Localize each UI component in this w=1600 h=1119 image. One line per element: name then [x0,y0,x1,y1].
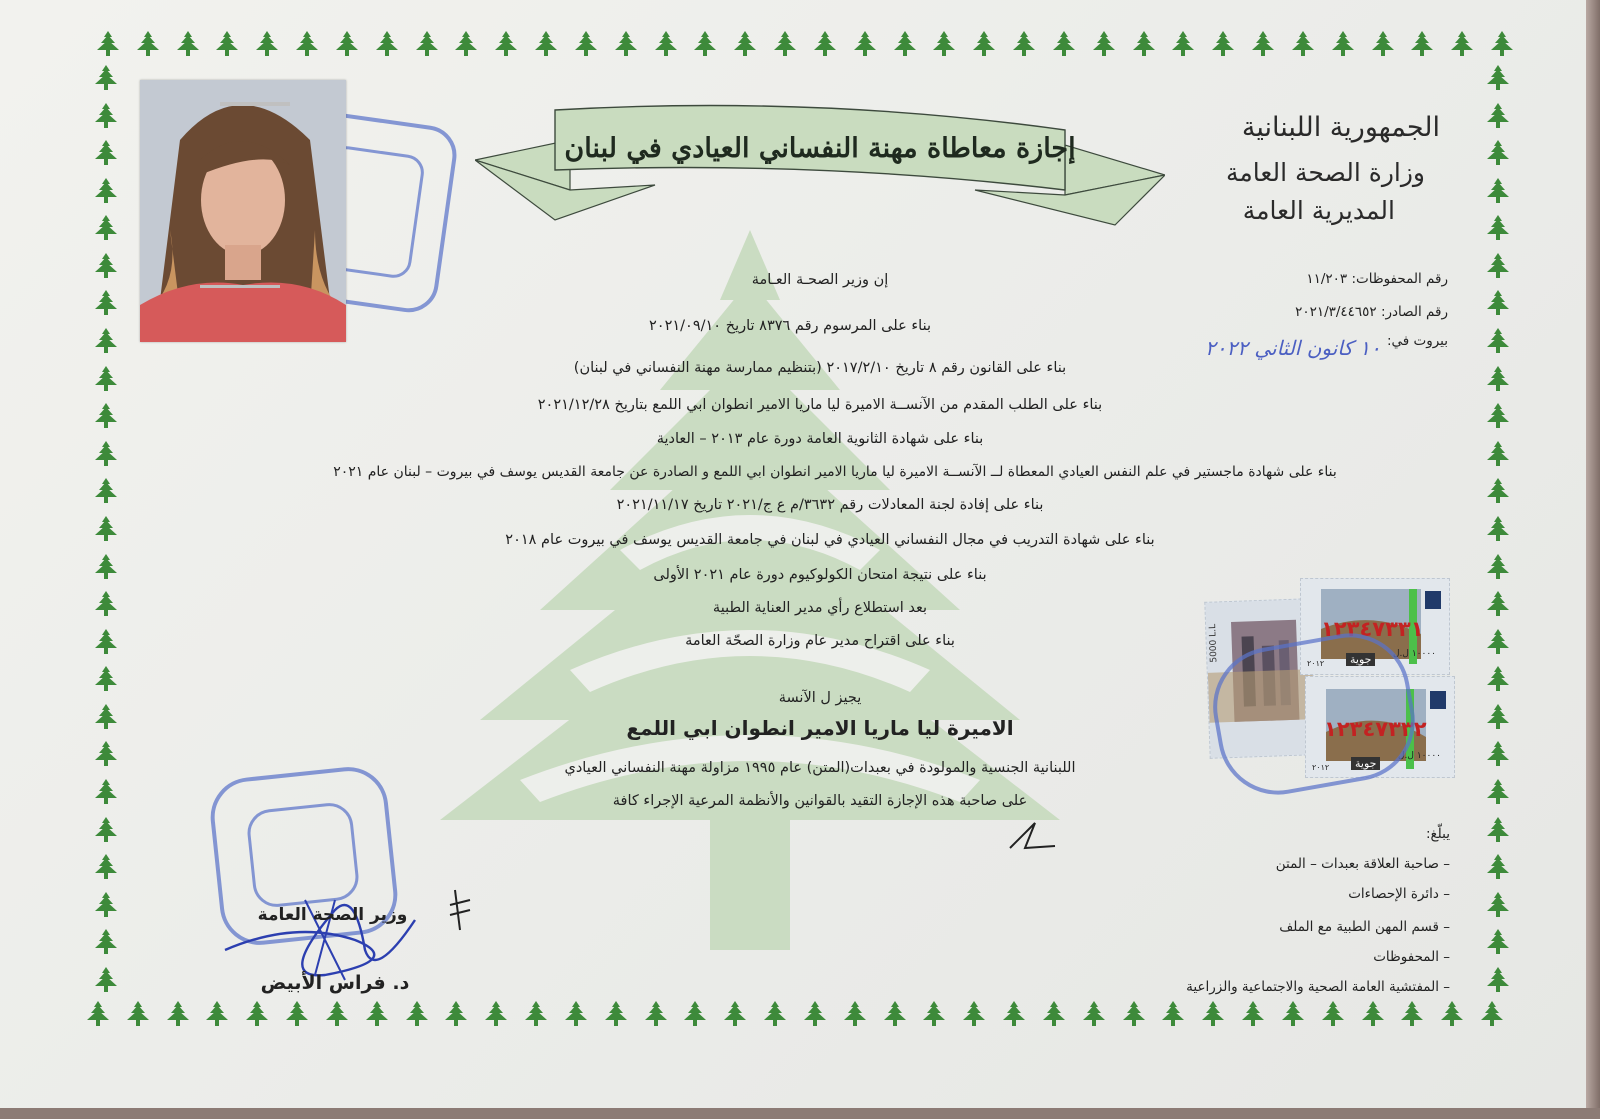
cedar-border-icon [1485,553,1511,581]
cedar-border-icon [1485,891,1511,919]
obligation-line: على صاحبة هذه الإجازة التقيد بالقوانين والأنظمة المرعية الإجراء كافة [612,793,1028,809]
cedar-border-icon [1250,30,1276,58]
cedar-border-icon [93,665,119,693]
distribution-item: – دائرة الإحصاءات [1348,886,1450,902]
header-republic: الجمهورية اللبنانية [1241,112,1440,143]
recital-8: بناء على نتيجة امتحان الكولوكيوم دورة عام ٢٠٢١ الأولى [653,567,987,583]
cedar-border-icon [93,64,119,92]
stamp-label-2: جوية [1351,757,1380,770]
cedar-border-icon [772,30,798,58]
cedar-border-icon [364,1000,390,1028]
cedar-border-icon [244,1000,270,1028]
cedar-border-icon [125,1000,151,1028]
recital-6: بناء على إفادة لجنة المعادلات رقم ٣٦٣٢/م ع ج/٢٠٢١ تاريخ ٢٠٢١/١١/١٧ [616,497,1044,513]
cedar-border-icon [1360,1000,1386,1028]
cedar-border-icon [1399,1000,1425,1028]
cedar-border-icon [414,30,440,58]
minister-heading: إن وزير الصحـة العـامة [751,272,889,288]
cedar-border-icon [1485,665,1511,693]
cedar-border-icon [1449,30,1475,58]
archive-number: رقم المحفوظات: ١١/٢٠٣ [1306,271,1448,287]
certificate-title: إجازة معاطاة مهنة النفساني العيادي في لبنان [564,132,1076,164]
cedar-border-icon [1485,289,1511,317]
cedar-border-icon [1485,365,1511,393]
cedar-border-icon [1485,252,1511,280]
header-ministry: وزارة الصحة العامة [1226,158,1425,187]
border-left [93,64,119,994]
cedar-border-icon [93,778,119,806]
cedar-border-icon [682,1000,708,1028]
cedar-border-icon [93,214,119,242]
cedar-border-icon [892,30,918,58]
cedar-border-icon [93,590,119,618]
cedar-border-icon [921,1000,947,1028]
stamp-number-1: ١٢٣٤٧٣٣١ [1321,617,1424,641]
cedar-border-icon [1485,177,1511,205]
signatory-name: د. فراس الأبيض [260,972,410,994]
cedar-border-icon [1330,30,1356,58]
permits-label: يجيز ل الآنسة [778,690,862,706]
cedar-border-icon [1485,928,1511,956]
cedar-border-icon [1485,139,1511,167]
cedar-border-icon [722,1000,748,1028]
cedar-border-icon [1485,740,1511,768]
holder-details: اللبنانية الجنسية والمولودة في بعبدات(المتن) عام ١٩٩٥ مزاولة مهنة النفساني العيادي [564,760,1076,776]
cedar-border-icon [1131,30,1157,58]
cedar-border-icon [404,1000,430,1028]
cedar-border-icon [653,30,679,58]
cedar-border-icon [93,928,119,956]
cedar-border-icon [93,891,119,919]
cedar-border-icon [93,966,119,994]
stamp-denomination-1: ١٠٠٠٠ ل.ل [1393,649,1436,659]
cedar-border-icon [95,30,121,58]
cedar-border-icon [971,30,997,58]
cedar-border-icon [603,1000,629,1028]
outgoing-number: رقم الصادر: ٢٠٢١/٣/٤٤٦٥٢ [1295,304,1448,320]
cedar-border-icon [93,515,119,543]
cedar-border-icon [93,139,119,167]
cedar-border-icon [1485,327,1511,355]
holder-name: الاميرة ليا ماريا الامير انطوان ابي اللمع [626,716,1014,740]
cedar-border-icon [1485,628,1511,656]
cedar-border-icon [483,1000,509,1028]
stamp-denomination-2: ١٠٠٠٠ ل.ل [1398,751,1441,761]
cedar-border-icon [931,30,957,58]
distribution-item: – المفتشية العامة الصحية والاجتماعية والزراعية [1186,979,1450,995]
border-top [95,30,1515,58]
cedar-border-icon [1485,102,1511,130]
cedar-border-icon [324,1000,350,1028]
holder-photo [140,80,346,342]
recital-10: بناء على اقتراح مدير عام وزارة الصحّة العامة [685,633,955,649]
cedar-border-icon [533,30,559,58]
cedar-border-icon [1081,1000,1107,1028]
cedar-border-icon [643,1000,669,1028]
cedar-border-icon [93,365,119,393]
cedar-border-icon [254,30,280,58]
cedar-border-icon [204,1000,230,1028]
handwritten-date: ١٠ كانون الثاني ٢٠٢٢ [1205,336,1381,360]
header-directorate: المديرية العامة [1242,196,1395,225]
cedar-border-icon [93,477,119,505]
cedar-border-icon [1409,30,1435,58]
cedar-border-icon [961,1000,987,1028]
cedar-border-icon [692,30,718,58]
distribution-item: – المحفوظات [1373,949,1450,965]
cedar-border-icon [1011,30,1037,58]
initials-mark-icon [1005,818,1060,858]
cedar-border-icon [1489,30,1515,58]
cedar-border-icon [165,1000,191,1028]
cedar-border-icon [1370,30,1396,58]
cedar-border-icon [1485,966,1511,994]
recital-7: بناء على شهادة التدريب في مجال النفساني العيادي في لبنان في جامعة القديس يوسف في بيروت عام ٢٠١٨ [505,532,1155,548]
cedar-border-icon [93,628,119,656]
cedar-border-icon [852,30,878,58]
cedar-border-icon [374,30,400,58]
cedar-border-icon [135,30,161,58]
cedar-border-icon [802,1000,828,1028]
cedar-border-icon [1439,1000,1465,1028]
cedar-border-icon [93,703,119,731]
distribution-heading: يبلّغ: [1425,826,1450,842]
cedar-border-icon [93,402,119,430]
beirut-date-label: بيروت في: [1386,333,1448,349]
cedar-border-icon [1485,515,1511,543]
cedar-border-icon [443,1000,469,1028]
border-right [1485,64,1511,994]
distribution-item: – صاحبة العلاقة بعبدات – المتن [1275,856,1450,872]
cedar-border-icon [1479,1000,1505,1028]
cedar-border-icon [563,1000,589,1028]
stamp-number-2: ١٢٣٤٧٣٣٢ [1324,717,1427,741]
cedar-border-icon [1001,1000,1027,1028]
cedar-border-icon [1280,1000,1306,1028]
initials-mark-small-icon [445,885,475,935]
cedar-border-icon [93,440,119,468]
cedar-border-icon [1200,1000,1226,1028]
cedar-border-icon [294,30,320,58]
cedar-border-icon [1485,440,1511,468]
cedar-border-icon [613,30,639,58]
cedar-border-icon [1051,30,1077,58]
cedar-border-icon [1160,1000,1186,1028]
cedar-border-icon [1485,853,1511,881]
cedar-border-icon [93,252,119,280]
cedar-border-icon [1485,214,1511,242]
cedar-border-icon [93,289,119,317]
cedar-border-icon [453,30,479,58]
cedar-border-icon [1121,1000,1147,1028]
cedar-border-icon [812,30,838,58]
cedar-border-icon [1485,703,1511,731]
border-bottom [85,1000,1505,1028]
cedar-border-icon [334,30,360,58]
cedar-border-icon [1091,30,1117,58]
cedar-border-icon [93,177,119,205]
paper-edge-shadow [1586,0,1600,1119]
cedar-border-icon [1240,1000,1266,1028]
small-stamp-label: 5000 L.L [1208,623,1220,663]
cedar-border-icon [842,1000,868,1028]
cedar-border-icon [1210,30,1236,58]
cedar-border-icon [85,1000,111,1028]
stamp-label-1: جوية [1346,653,1375,666]
table-surface [0,1108,1600,1119]
stamp-year-2: ٢٠١٢ [1312,763,1330,772]
cedar-border-icon [1485,477,1511,505]
recital-5: بناء على شهادة ماجستير في علم النفس العيادي المعطاة لــ الآنســة الاميرة ليا ماريا الامير انطوان ابي اللمع و الصادرة عن جامعة القديس يوسف في بيروت – لبنان عام ٢٠٢١ [333,464,1337,480]
cedar-border-icon [523,1000,549,1028]
cedar-border-icon [93,102,119,130]
recital-9: بعد استطلاع رأي مدير العناية الطبية [712,600,928,616]
recital-4: بناء على شهادة الثانوية العامة دورة عام ٢٠١٣ – العادية [656,431,984,447]
cedar-border-icon [93,740,119,768]
cedar-border-icon [214,30,240,58]
cedar-border-icon [93,553,119,581]
cedar-border-icon [1485,402,1511,430]
cedar-border-icon [762,1000,788,1028]
cedar-border-icon [1320,1000,1346,1028]
cedar-border-icon [493,30,519,58]
recital-3: بناء على الطلب المقدم من الآنســة الاميرة ليا ماريا الامير انطوان ابي اللمع بتاريخ ٢٠٢١/١٢/٢٨ [537,397,1103,413]
cedar-border-icon [175,30,201,58]
signatory-title: وزير الصحة العامة [257,905,408,925]
cedar-border-icon [1170,30,1196,58]
cedar-border-icon [882,1000,908,1028]
cedar-border-icon [1041,1000,1067,1028]
cedar-border-icon [1485,778,1511,806]
cedar-border-icon [93,816,119,844]
recital-2: بناء على القانون رقم ٨ تاريخ ٢٠١٧/٢/١٠ (بتنظيم ممارسة مهنة النفساني في لبنان) [573,360,1067,376]
cedar-border-icon [93,327,119,355]
cedar-border-icon [1485,816,1511,844]
cedar-border-icon [1290,30,1316,58]
recital-1: بناء على المرسوم رقم ٨٣٧٦ تاريخ ٢٠٢١/٠٩/١٠ [649,318,931,334]
cedar-border-icon [732,30,758,58]
cedar-border-icon [573,30,599,58]
cedar-border-icon [284,1000,310,1028]
distribution-item: – قسم المهن الطبية مع الملف [1279,919,1450,935]
stamp-year-1: ٢٠١٢ [1307,659,1325,668]
cedar-border-icon [1485,64,1511,92]
cedar-border-icon [93,853,119,881]
cedar-border-icon [1485,590,1511,618]
